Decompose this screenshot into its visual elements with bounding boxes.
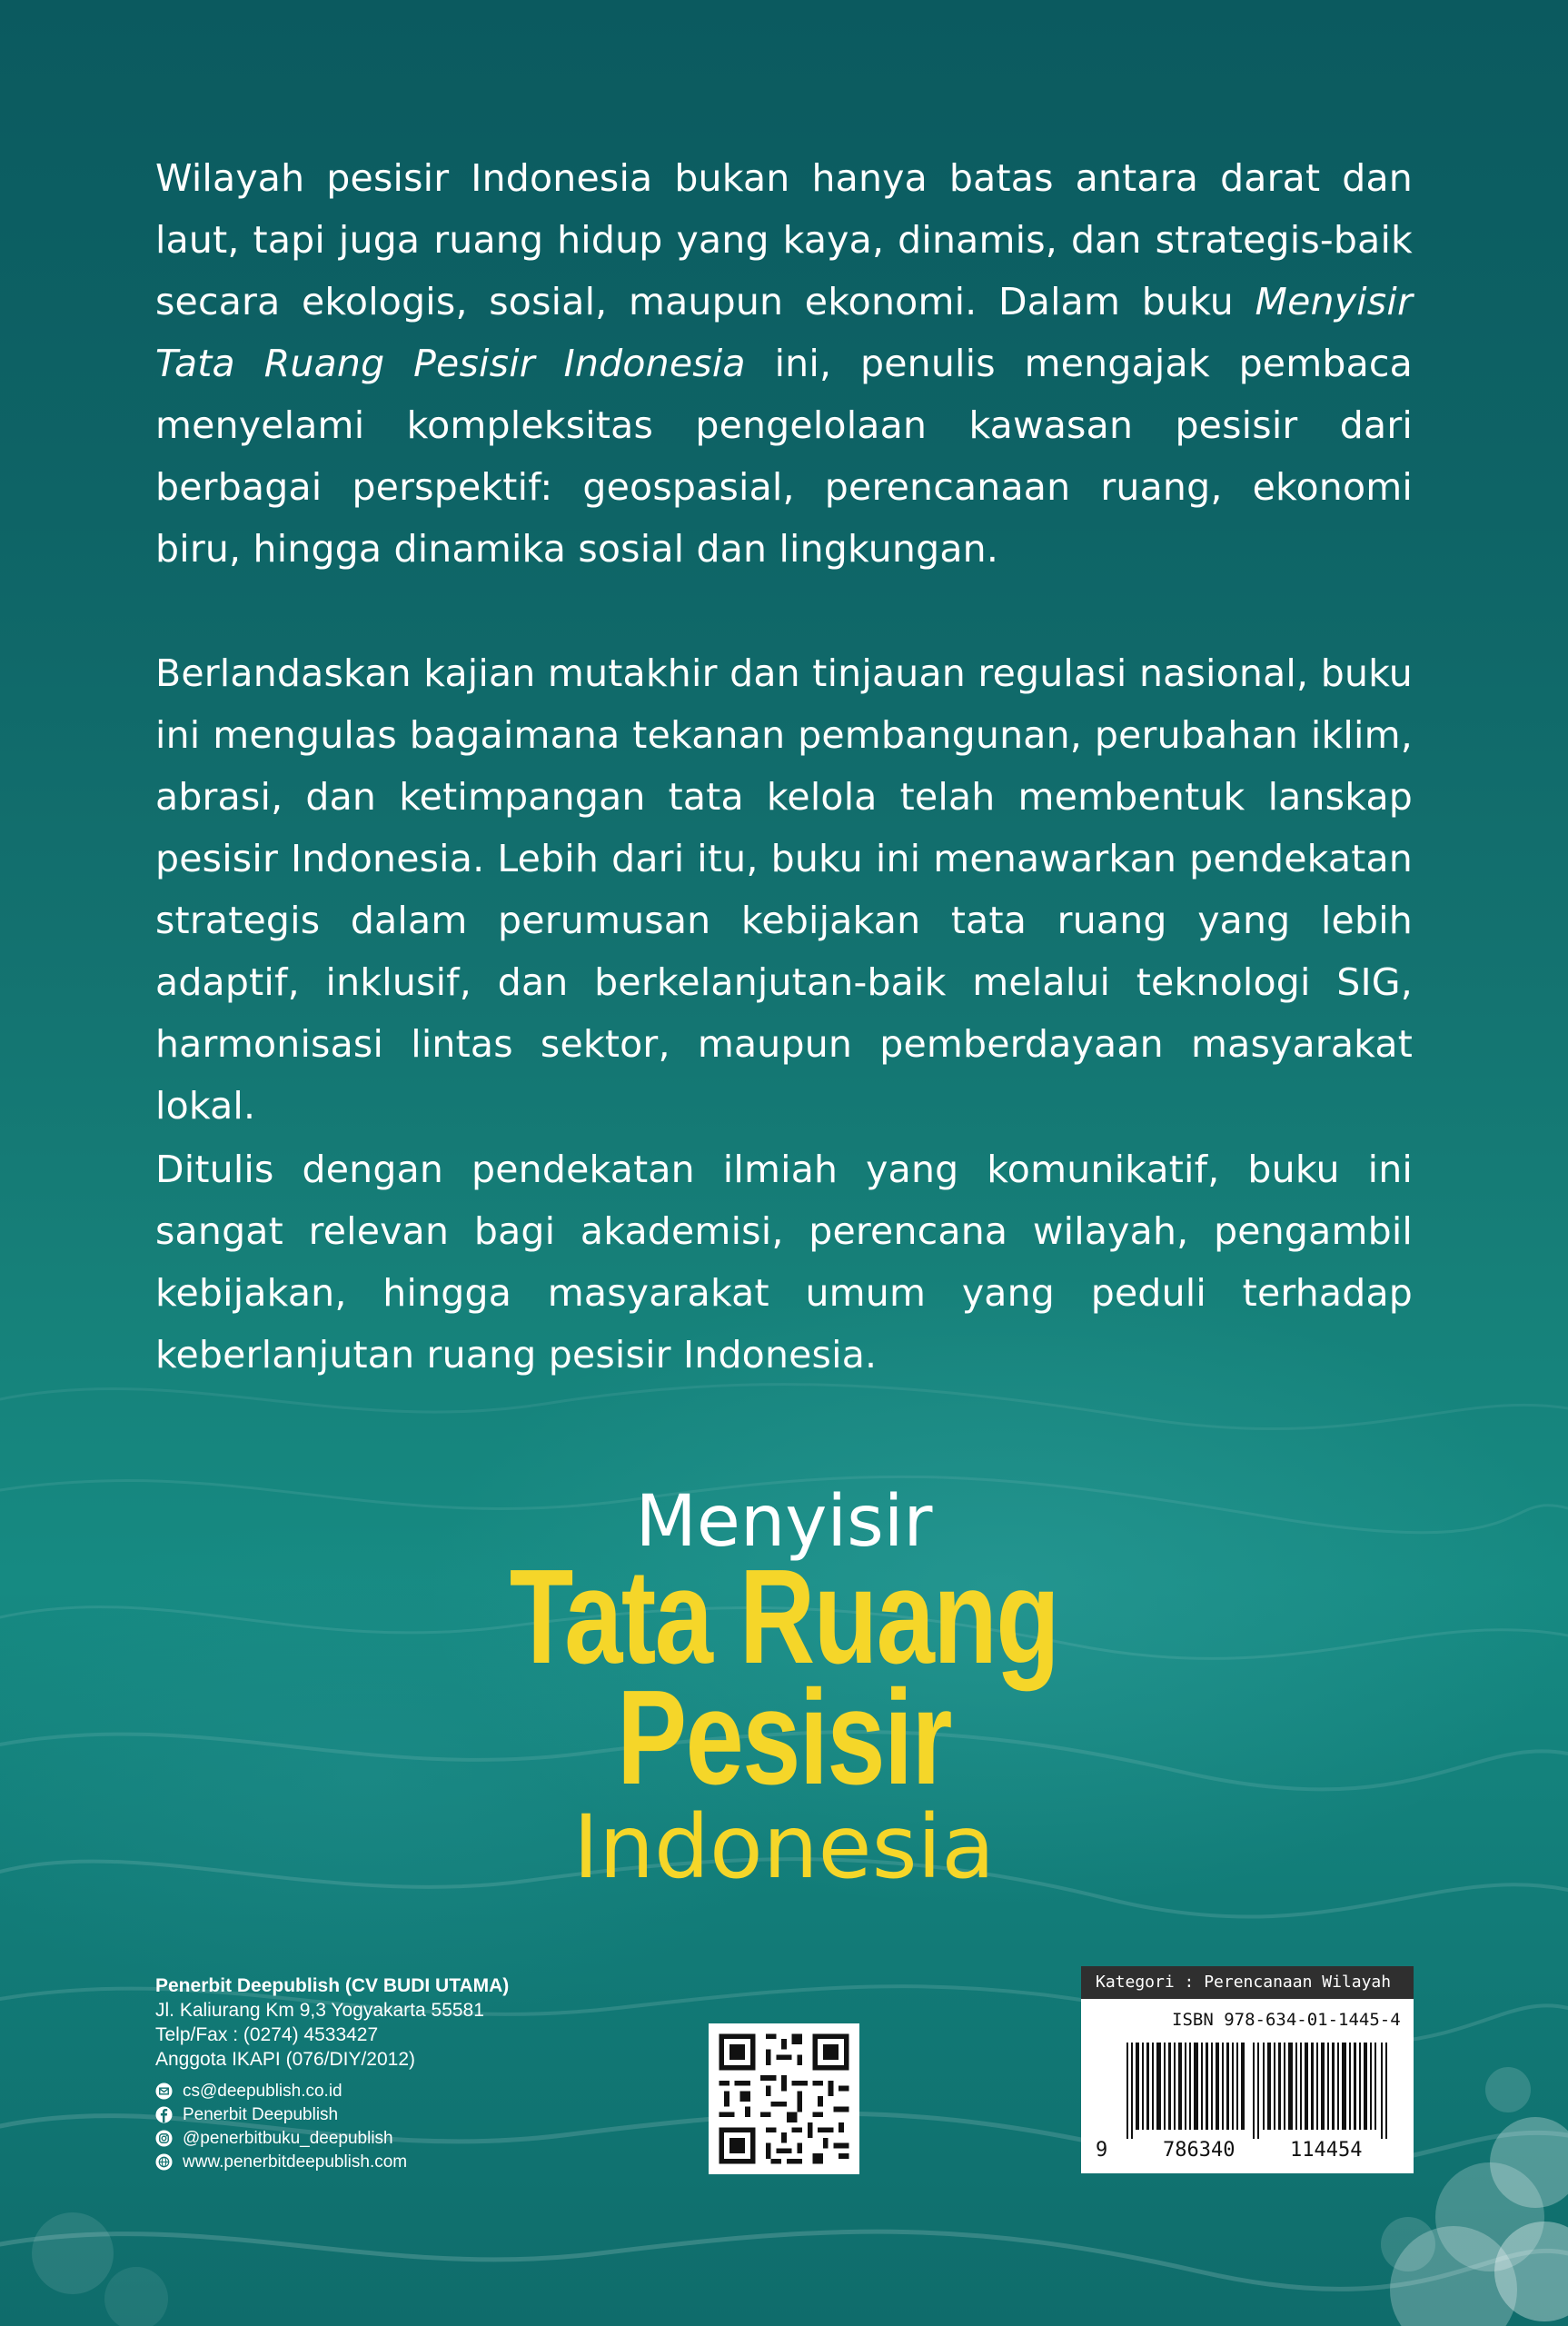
title-line-1: Menyisir	[635, 1481, 933, 1563]
blurb-p1-text-a: Wilayah pesisir Indonesia bukan hanya batas antara darat dan laut, tapi juga ruang hidup yang kaya, dinamis, dan strategis-baik secara ekologis, sosial, maupun ekonomi. Dalam buku	[155, 156, 1413, 323]
facebook-icon	[155, 2106, 173, 2123]
globe-icon	[155, 2153, 173, 2171]
contact-website	[155, 2150, 628, 2173]
contact-email-text: cs@deepublish.co.id	[183, 2081, 342, 2101]
title-line-4: Indonesia	[572, 1796, 996, 1898]
title-line-2: Tata Ruang	[509, 1542, 1059, 1692]
contact-facebook	[155, 2102, 628, 2126]
contact-email	[155, 2079, 628, 2102]
blurb-paragraph-3: Ditulis dengan pendekatan ilmiah yang komunikatif, buku ini sangat relevan bagi akademisi, perencana wilayah, pengambil kebijakan, hingga masyarakat umum yang peduli terhadap keberlanjutan ruang pesisir Indonesia.	[155, 1148, 1413, 1377]
barcode-digits-group-2: 114454	[1290, 2139, 1363, 2162]
publisher-address: Jl. Kaliurang Km 9,3 Yogyakarta 55581	[155, 2000, 484, 2021]
publisher-phone: Telp/Fax : (0274) 4533427	[155, 2024, 379, 2045]
contact-list	[155, 2079, 628, 2173]
barcode-digit-first: 9	[1096, 2139, 1108, 2162]
contact-instagram-text: @penerbitbuku_deepublish	[183, 2128, 393, 2148]
blurb-p1-text-b: ini, penulis mengajak pembaca menyelami kompleksitas pengelolaan kawasan pesisir dari berbagai perspektif: geospasial, perencanaan ruang, ekonomi biru, hingga dinamika sosial dan lingkungan.	[155, 342, 1413, 571]
isbn-barcode-box	[1081, 1966, 1414, 2173]
blurb-paragraph-2: Berlandaskan kajian mutakhir dan tinjauan regulasi nasional, buku ini mengulas bagaimana tekanan pembangunan, perubahan iklim, abrasi, dan ketimpangan tata kelola telah membentuk lanskap pesisir Indonesia. Lebih dari itu, buku ini menawarkan pendekatan strategis dalam perumusan kebijakan tata ruang yang lebih adaptif, inklusif, dan berkelanjutan-baik melalui teknologi SIG, harmonisasi lintas sektor, maupun pemberdayaan masyarakat lokal.	[155, 651, 1413, 1128]
blurb-paragraph-1	[155, 147, 1413, 580]
contact-facebook-text: Penerbit Deepublish	[183, 2104, 339, 2124]
contact-instagram	[155, 2126, 628, 2150]
contact-website-text: www.penerbitdeepublish.com	[183, 2152, 408, 2172]
barcode-digits-group-1: 786340	[1163, 2139, 1236, 2162]
publisher-member: Anggota IKAPI (076/DIY/2012)	[155, 2049, 416, 2070]
email-icon	[155, 2082, 173, 2100]
publisher-name: Penerbit Deepublish (CV BUDI UTAMA)	[155, 1975, 510, 1996]
blurb-p1-book-title: Menyisir Tata Ruang Pesisir Indonesia	[155, 280, 1413, 385]
qr-code	[709, 2023, 859, 2174]
barcode-bars	[1126, 2043, 1390, 2139]
title-line-3: Pesisir	[617, 1663, 951, 1813]
instagram-icon	[155, 2130, 173, 2147]
qr-code-icon	[709, 2023, 859, 2174]
category-label: Kategori : Perencanaan Wilayah	[1081, 1966, 1414, 1999]
isbn-number: ISBN 978-634-01-1445-4	[1172, 2010, 1401, 2030]
publisher-info	[155, 1973, 628, 2173]
